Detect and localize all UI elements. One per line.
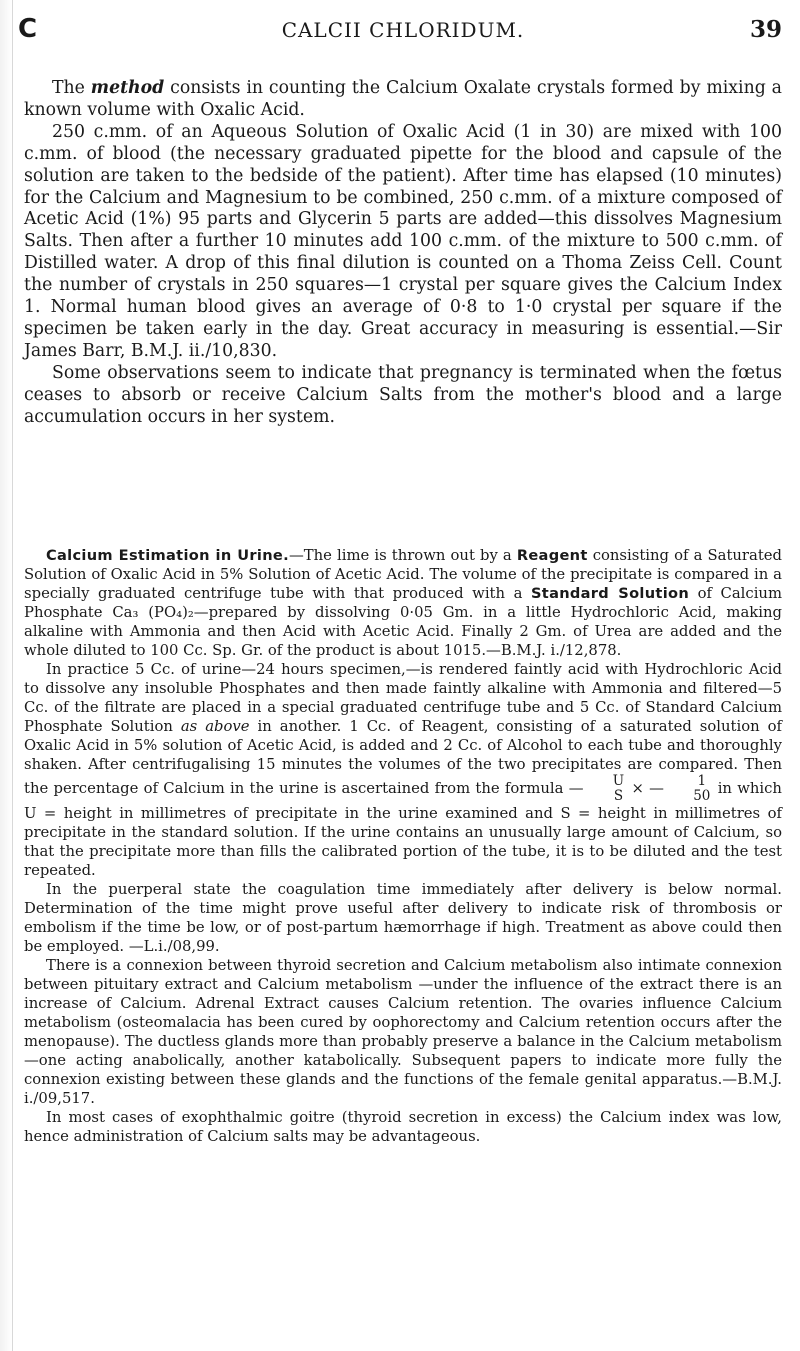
section-letter: C <box>18 14 38 44</box>
page-number: 39 <box>749 16 782 43</box>
formula-fraction-1-50 <box>671 774 710 804</box>
paragraph-text: in another. 1 Cc. of Reagent, consisting of a saturated solution of Oxalic Acid in 5% solution of Acetic Acid, is added and 2 Cc. of Alcohol to each tube and thoroughly shaken. After centrifugalising 15 minutes the volumes of the two precipitates are compared. Then the percentage of Calcium in the urine is ascertained from the formula <box>24 718 782 797</box>
paragraph-method <box>24 78 782 122</box>
formula-fraction-u-s <box>591 774 624 804</box>
formula-numerator: 1 <box>697 773 707 789</box>
main-text-small <box>24 546 782 1146</box>
formula-numerator: U <box>612 773 625 789</box>
paragraph-text: in which U = height in millimetres of precipitate in the urine examined and S = height in millimetres of precipitate in the standard solution. If the urine contains an unusually large amount of Calcium, so that the precipitate more than fills the calibrated portion of the tube, it is to be diluted and the test repeated. <box>24 780 782 879</box>
paragraph-exophthalmic-goitre: In most cases of exophthalmic goitre (thyroid secretion in excess) the Calcium index was low, hence administration of Calcium salts may be advantageous. <box>24 1109 782 1145</box>
paragraph-text: consists in counting the Calcium Oxalate crystals formed by mixing a known volume with Oxalic Acid. <box>24 78 782 120</box>
running-title: CALCII CHLORIDUM. <box>281 18 525 42</box>
formula-denominator: 50 <box>693 788 711 804</box>
paragraph-text: —The lime is thrown out by a <box>288 547 517 564</box>
paragraph-text: In practice 5 Cc. of urine—24 hours specimen,—is rendered faintly acid with Hydrochloric Acid to dissolve any insoluble Phosphates and then made faintly alkaline with Ammonia and filtered—5 Cc. of the filtrate are placed in a special graduated centrifuge tube and 5 Cc. of Standard Calcium Phosphate Solution <box>24 661 782 735</box>
method-emphasis: method <box>90 78 165 98</box>
main-text-large <box>24 78 782 429</box>
paragraph-procedure: 250 c.mm. of an Aqueous Solution of Oxalic Acid (1 in 30) are mixed with 100 c.mm. of blood (the necessary graduated pipette for the blood and capsule of the solution are taken to the bedside of the patient). After time has elapsed (10 minutes) for the Calcium and Magnesium to be combined, 250 c.mm. of a mixture composed of Acetic Acid (1%) 95 parts and Glycerin 5 parts are added—this dissolves Magnesium Salts. Then after a further 10 minutes add 100 c.mm. of the mixture to 500 c.mm. of Distilled water. A drop of this final dilution is counted on a Thoma Zeiss Cell. Count the number of crystals in 250 squares—1 crystal per square gives the Calcium Index 1. Normal human blood gives an average of 0·8 to 1·0 crystal per square if the specimen be taken early in the day. Great accuracy in measuring is essential.—Sir James Barr, B.M.J. ii./10,830. <box>24 121 782 361</box>
paragraph-thyroid-connexion: There is a connexion between thyroid secretion and Calcium metabolism also intimate connexion between pituitary extract and Calcium metabolism —under the influence of the extract there is an increase of Calcium. Adrenal Extract causes Calcium retention. The ovaries influence Calcium metabolism (osteomalacia has been cured by oophorectomy and Calcium retention occurs after the menopause). The ductless glands more than probably preserve a balance in the Calcium metabolism—one acting anabolically, another katabolically. Subsequent papers to indicate more fully the connexion existing between these glands and the functions of the female genital apparatus.—B.M.J. i./09,517. <box>24 957 782 1107</box>
running-head <box>18 14 788 54</box>
paragraph-urine-estimation <box>24 546 782 660</box>
paragraph-text: consisting of a Saturated Solution of Oxalic Acid in 5% Solution of Acetic Acid. The volume of the precipitate is compared in a specially graduated centrifuge tube with that produced with a <box>24 547 782 602</box>
reagent-term: Reagent <box>516 547 588 564</box>
paragraph-practice: In practice 5 Cc. of urine—24 hours specimen,—is rendered faintly acid with Hydrochloric Acid to dissolve any insoluble Phosphates and then made faintly alkaline with Ammonia and filtered—5 Cc. of the filtrate are placed in a special graduated centrifuge tube and 5 Cc. of Standard Calcium Phosphate Solution as above in another. 1 Cc. of Reagent, consisting of a saturated solution of Oxalic Acid in 5% solution of Acetic Acid, is added and 2 Cc. of Alcohol to each tube and thoroughly shaken. After centrifugalising 15 minutes the volumes of the two precipitates are compared. Then the percentage of Calcium in the urine is ascertained from the formula — U S × — 1 50 in which U = height in millimetres of precipitate in the urine examined and S = height in millimetres of precipitate in the standard solution. If the urine contains an unusually large amount of Calcium, so that the precipitate more than fills the calibrated portion of the tube, it is to be diluted and the test repeated. <box>24 661 782 879</box>
as-above-emphasis: as above <box>180 718 250 735</box>
formula-times: × <box>631 780 644 797</box>
standard-solution-term: Standard Solution <box>530 585 690 602</box>
paragraph-puerperal: In the puerperal state the coagulation time immediately after delivery is below normal. Determination of the time might prove useful after delivery to indicate risk of thrombosis or embolism if the time be low, or of post-partum hæmorrhage if high. Treatment as above could then be employed. —L.i./08,99. <box>24 881 782 955</box>
section-heading: Calcium Estimation in Urine. <box>46 547 289 564</box>
page-gutter <box>0 0 13 1351</box>
paragraph-text: of Calcium Phosphate Ca₃ (PO₄)₂—prepared by dissolving 0·05 Gm. in a little Hydrochloric Acid, making alkaline with Ammonia and then Acid with Acetic Acid. Finally 2 Gm. of Urea are added and the whole diluted to 100 Cc. Sp. Gr. of the product is about 1015.—B.M.J. i./12,878. <box>24 585 782 659</box>
paragraph-lead: The <box>52 78 91 98</box>
formula-denominator: S <box>613 788 624 804</box>
paragraph-pregnancy: Some observations seem to indicate that pregnancy is terminated when the fœtus ceases to absorb or receive Calcium Salts from the mother's blood and a large accumulation occurs in her system. <box>24 362 782 427</box>
